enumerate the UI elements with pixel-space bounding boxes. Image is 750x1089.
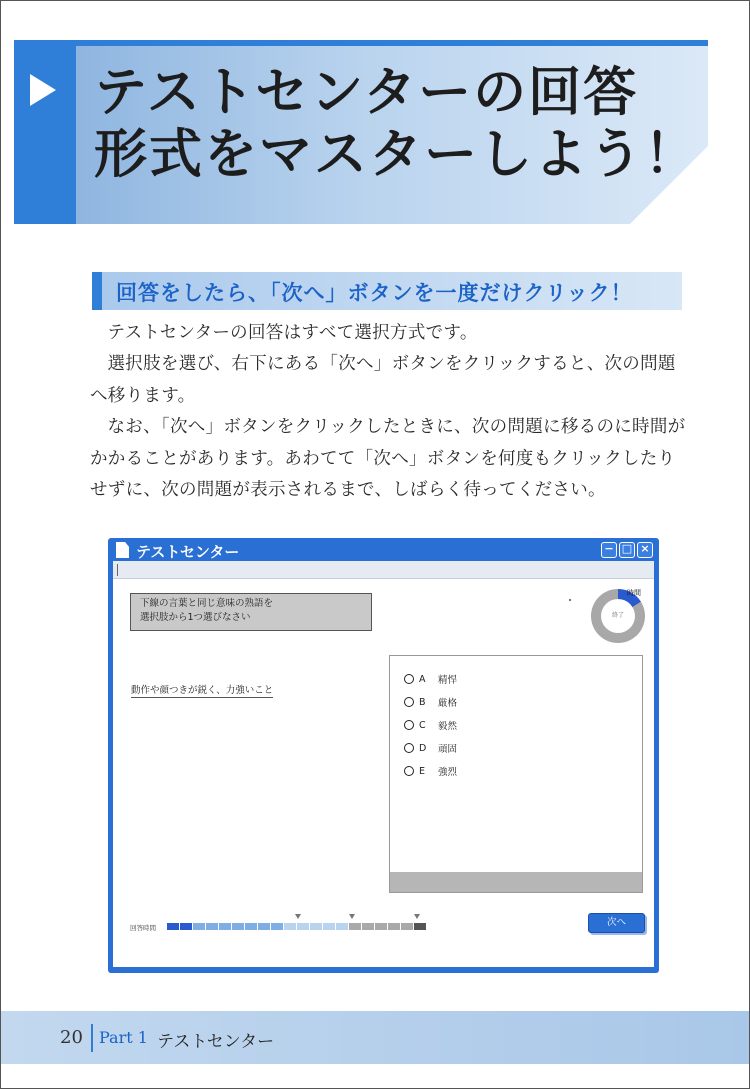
option-b[interactable] xyxy=(404,695,457,709)
page-title-line1: テストセンターの回答 xyxy=(94,62,639,123)
question-box xyxy=(130,593,372,631)
progress-segment xyxy=(258,923,270,930)
progress-marker-icon xyxy=(295,914,301,919)
option-d[interactable] xyxy=(404,741,457,755)
part-label: Part 1 xyxy=(99,1028,148,1047)
option-letter: C xyxy=(419,719,426,731)
test-center-window xyxy=(108,538,659,973)
progress-segment xyxy=(193,923,205,930)
option-letter: D xyxy=(419,742,427,754)
progress-marker-icon xyxy=(414,914,420,919)
progress-segment xyxy=(401,923,413,930)
timer-center-label: 終了 xyxy=(611,612,624,619)
window-controls xyxy=(601,542,653,558)
body-text xyxy=(90,318,690,506)
progress-segment xyxy=(297,923,309,930)
progress-segment xyxy=(310,923,322,930)
option-text: 頑固 xyxy=(438,744,458,755)
progress-segment xyxy=(284,923,296,930)
option-c[interactable] xyxy=(404,718,457,732)
timer-label: 時間 xyxy=(627,589,641,597)
answer-panel-footer xyxy=(390,872,642,892)
progress-segment xyxy=(388,923,400,930)
progress-segment xyxy=(414,923,426,930)
section-heading-text: 回答をしたら、「次へ」ボタンを一度だけクリック！ xyxy=(116,281,633,305)
progress-segment xyxy=(271,923,283,930)
progress-segment xyxy=(349,923,361,930)
chapter-header xyxy=(14,40,708,224)
paragraph-3: なお、「次へ」ボタンをクリックしたときに、次の問題に移るのに時間がかかることがあります。あわてて「次へ」ボタンを何度もクリックしたりせずに、次の問題が表示されるまで、しばらく待ってください。 xyxy=(90,417,686,501)
page-footer xyxy=(0,1011,750,1064)
next-button[interactable]: 次へ xyxy=(588,913,645,933)
progress-segment xyxy=(323,923,335,930)
radio-icon[interactable] xyxy=(404,766,414,776)
minimize-icon[interactable]: − xyxy=(601,542,617,558)
option-text: 毅然 xyxy=(438,721,458,732)
section-heading xyxy=(92,272,682,310)
progress-label: 回答時間 xyxy=(130,924,156,932)
progress-segment xyxy=(336,923,348,930)
page-title xyxy=(94,62,704,186)
progress-segment xyxy=(206,923,218,930)
maximize-icon[interactable]: □ xyxy=(619,542,635,558)
option-a[interactable] xyxy=(404,672,457,686)
option-letter: E xyxy=(419,765,426,777)
paragraph-2: 選択肢を選び、右下にある「次へ」ボタンをクリックすると、次の問題へ移ります。 xyxy=(90,354,676,406)
chapter-label: テストセンター xyxy=(157,1032,275,1052)
progress-segment xyxy=(375,923,387,930)
footer-separator xyxy=(91,1024,93,1052)
progress-marker-icon xyxy=(349,914,355,919)
option-e[interactable] xyxy=(404,764,457,778)
document-icon xyxy=(116,542,129,558)
radio-icon[interactable] xyxy=(404,720,414,730)
radio-icon[interactable] xyxy=(404,743,414,753)
triangle-arrow-icon xyxy=(30,74,56,106)
paragraph-1: テストセンターの回答はすべて選択方式です。 xyxy=(107,323,478,343)
dot-mark xyxy=(569,599,571,601)
progress-segment xyxy=(180,923,192,930)
option-text: 強烈 xyxy=(438,767,458,778)
section-heading-bar xyxy=(92,272,102,310)
progress-segment xyxy=(219,923,231,930)
text-caret xyxy=(117,564,118,576)
answer-panel xyxy=(389,655,643,893)
question-line2: 選択肢から1つ選びなさい xyxy=(140,612,251,623)
window-body xyxy=(113,561,654,967)
close-icon[interactable]: × xyxy=(637,542,653,558)
progress-segment xyxy=(362,923,374,930)
page-title-line2: 形式をマスターしよう！ xyxy=(94,124,699,185)
question-statement: 動作や顔つきが鋭く、力強いこと xyxy=(131,682,273,698)
radio-icon[interactable] xyxy=(404,674,414,684)
progress-segment xyxy=(232,923,244,930)
option-letter: A xyxy=(419,673,426,685)
page-number: 20 xyxy=(60,1027,83,1048)
option-text: 精悍 xyxy=(438,675,458,686)
progress-segment xyxy=(167,923,179,930)
radio-icon[interactable] xyxy=(404,697,414,707)
answer-time-bar xyxy=(167,923,426,930)
option-letter: B xyxy=(419,696,426,708)
option-text: 厳格 xyxy=(438,698,458,709)
progress-segment xyxy=(245,923,257,930)
header-left-bar xyxy=(14,46,76,224)
question-line1: 下線の言葉と同じ意味の熟語を xyxy=(140,598,274,609)
window-title: テストセンター xyxy=(136,543,240,561)
window-toolbar xyxy=(113,561,654,579)
timer-inner xyxy=(601,599,635,633)
